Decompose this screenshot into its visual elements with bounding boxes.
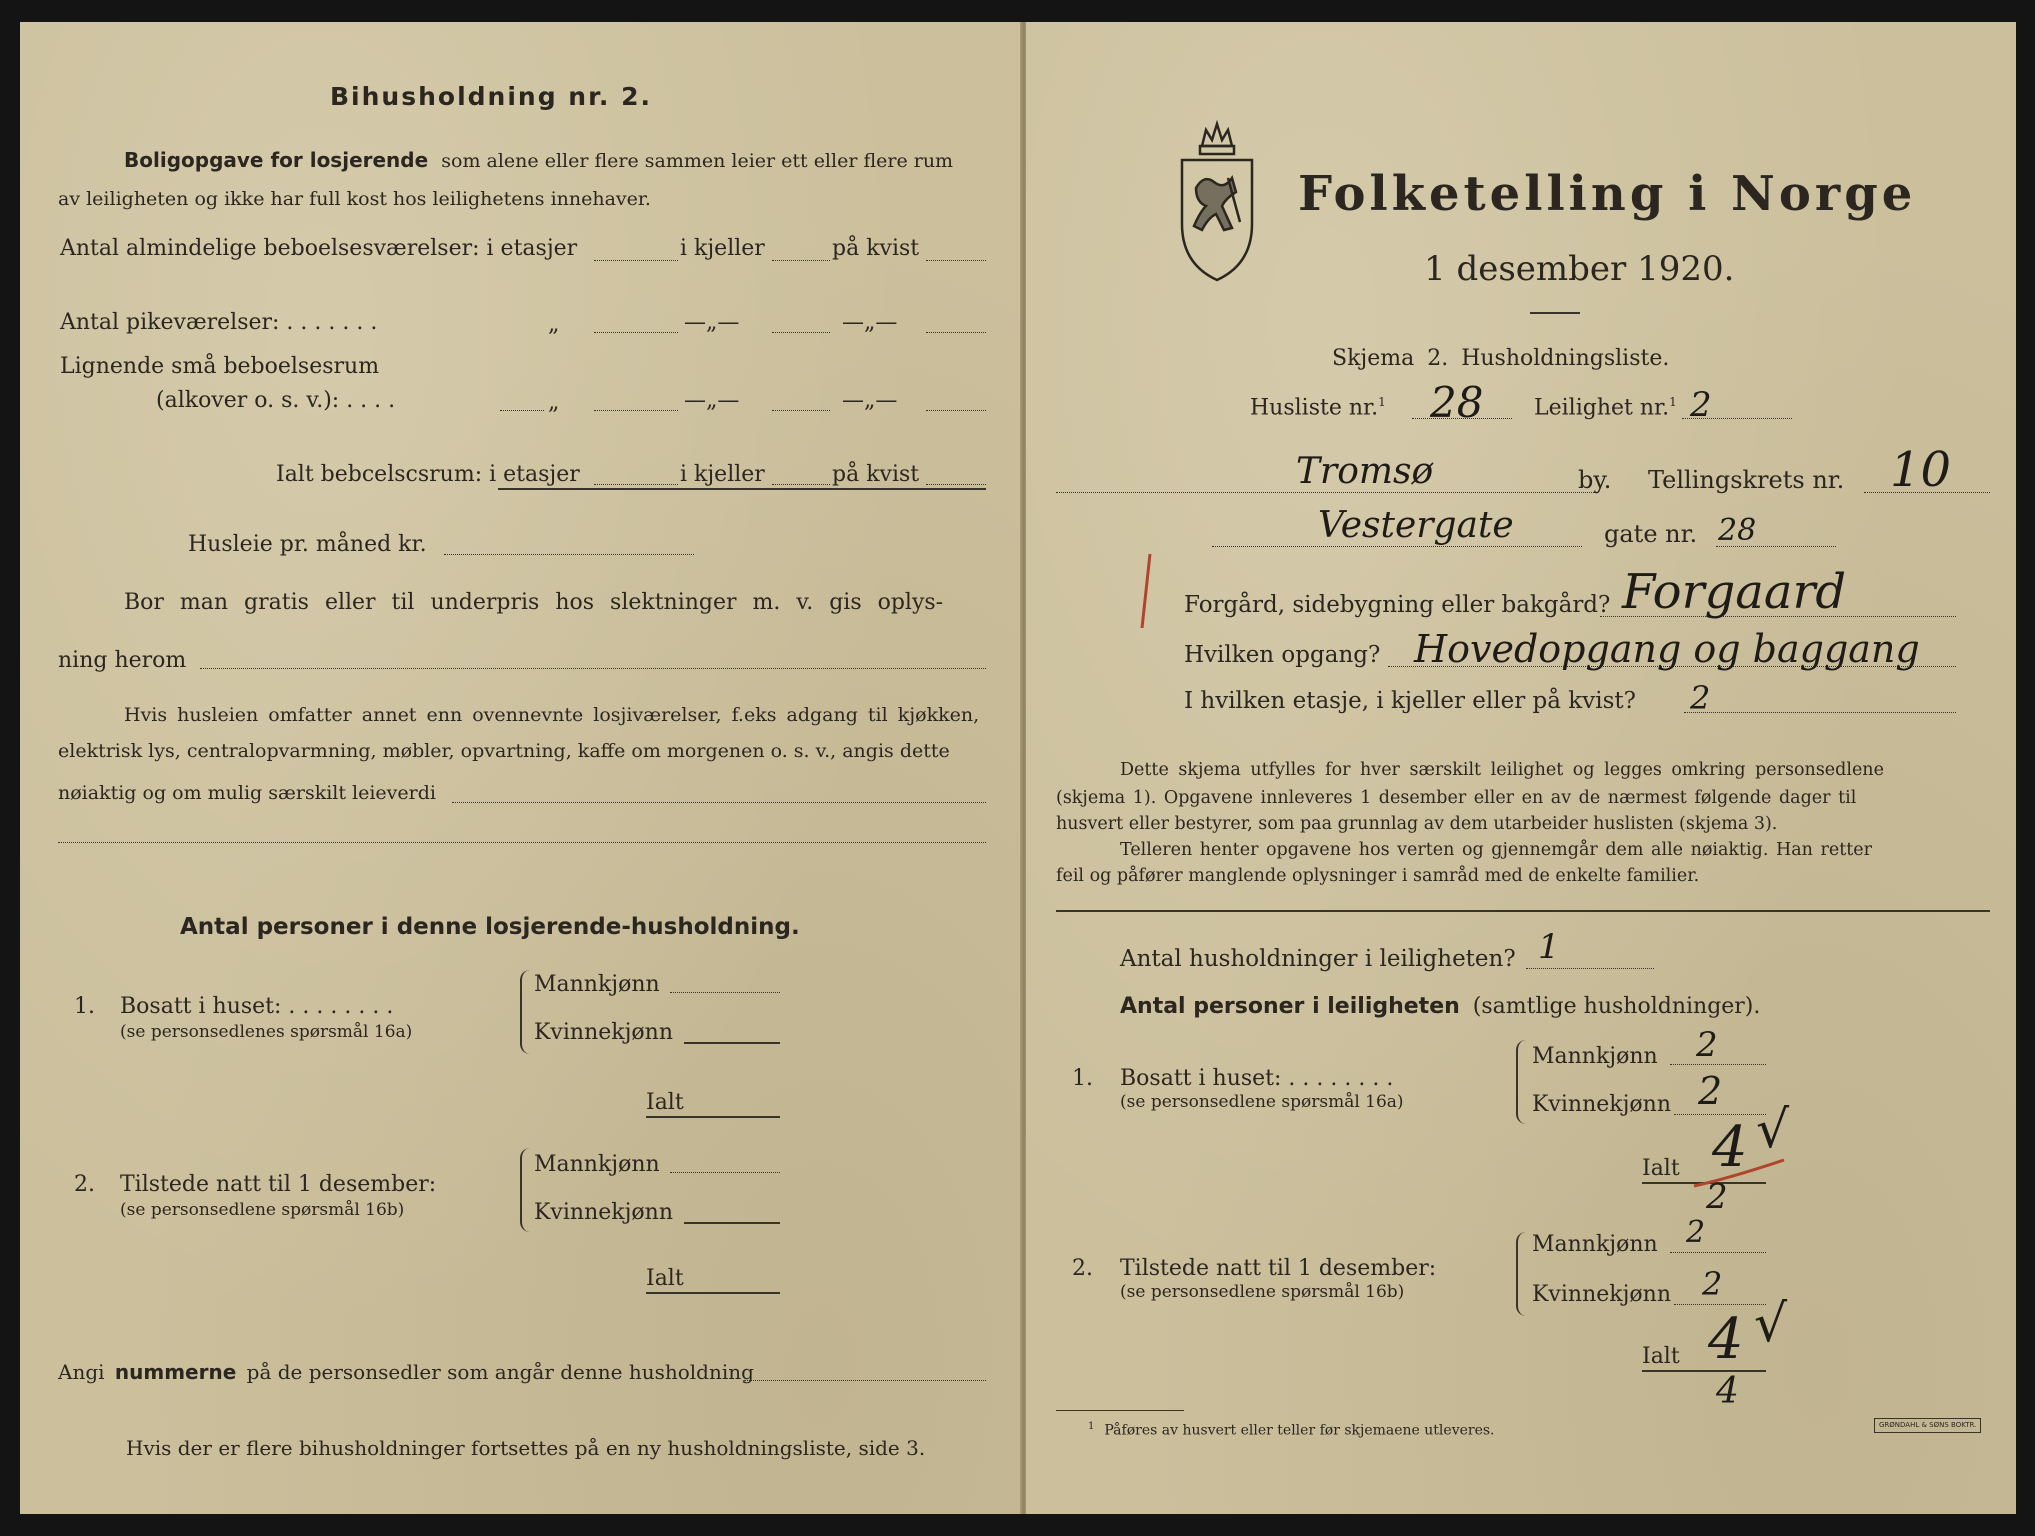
r-q1-male-value[interactable]: 2 <box>1696 1025 1718 1065</box>
husliste-label: Husliste nr.$^1$ <box>1250 395 1386 421</box>
angi-line: Angi nummerne på de personsedler som angår denne husholdning <box>58 1360 754 1384</box>
form-title: Folketelling i Norge <box>1298 166 1917 222</box>
forgard-value[interactable]: Forgaard <box>1622 564 1847 620</box>
city-field[interactable] <box>1056 492 1598 493</box>
q2-male-label: Mannkjønn <box>534 1152 660 1177</box>
total-kvist-field[interactable] <box>926 484 986 485</box>
r-q2-total-value[interactable]: 4 <box>1708 1307 1744 1372</box>
persons-heading-right: Antal personer i leiligheten (samtlige husholdninger). <box>1120 994 1761 1019</box>
etasje-field[interactable] <box>1684 712 1956 713</box>
q1-female-field[interactable] <box>684 1042 780 1044</box>
etasje-label: I hvilken etasje, i kjeller eller på kvist? <box>1184 688 1636 714</box>
street-value[interactable]: Vestergate <box>1318 505 1514 546</box>
krets-value[interactable]: 10 <box>1890 442 1952 498</box>
q1-male-label: Mannkjønn <box>534 972 660 997</box>
small-ditto-2: —„— <box>684 388 740 413</box>
small-rooms-pre-field[interactable] <box>500 410 544 411</box>
instructions-line-4: Telleren henter opgavene hos verten og gjennemgår dem alle nøiaktig. Han retter <box>1120 840 1873 860</box>
q2-female-field[interactable] <box>684 1222 780 1224</box>
r-q2-under-value[interactable]: 4 <box>1716 1371 1739 1412</box>
pike-ditto-3: —„— <box>842 310 898 335</box>
footnote: $^1$ Påføres av husvert eller teller før skjemaene utleveres. <box>1088 1421 1495 1439</box>
r-q2-male-value[interactable]: 2 <box>1686 1215 1706 1250</box>
husliste-value[interactable]: 28 <box>1430 378 1484 427</box>
pike-label: Antal pikeværelser: . . . . . . . <box>60 310 378 335</box>
left-title: Bihusholdning nr. 2. <box>330 82 652 111</box>
forgard-label: Forgård, sidebygning eller bakgård? <box>1184 592 1611 618</box>
q1-total-field[interactable] <box>646 1116 780 1118</box>
pike-etasjer-field[interactable] <box>594 332 678 333</box>
leilighet-value[interactable]: 2 <box>1690 385 1712 425</box>
r-q2-male-field[interactable] <box>1670 1252 1766 1253</box>
r-q2-sub: (se personsedlene spørsmål 16b) <box>1120 1282 1405 1302</box>
households-label: Antal husholdninger i leiligheten? <box>1120 946 1516 972</box>
rooms-label: Antal almindelige beboelsesværelser: i etasjer <box>60 236 578 261</box>
small-kjeller-field[interactable] <box>772 410 830 411</box>
left-footer: Hvis der er flere bihusholdninger fortsettes på en ny husholdningsliste, side 3. <box>126 1436 926 1460</box>
opgang-label: Hvilken opgang? <box>1184 642 1381 668</box>
small-ditto-3: —„— <box>842 388 898 413</box>
persons-heading: Antal personer i denne losjerende-husholdning. <box>180 914 800 940</box>
footnote-separator <box>1056 1410 1184 1411</box>
q1-number: 1. <box>74 994 95 1019</box>
r-q2-female-value[interactable]: 2 <box>1702 1265 1723 1303</box>
q2-female-label: Kvinnekjønn <box>534 1200 673 1225</box>
city-value[interactable]: Tromsø <box>1296 451 1434 492</box>
free-line-1: Bor man gratis eller til underpris hos slektninger m. v. gis oplys- <box>124 590 944 615</box>
angi-field[interactable] <box>744 1380 986 1381</box>
note-field[interactable] <box>452 802 986 803</box>
norwegian-coat-of-arms-icon <box>1174 116 1260 288</box>
rooms-kvist-field[interactable] <box>926 260 986 261</box>
small-ditto-1: „ <box>548 390 560 415</box>
section-separator <box>1056 910 1990 912</box>
free-line-2: ning herom <box>58 648 187 673</box>
r-q2-female-label: Kvinnekjønn <box>1532 1282 1671 1307</box>
total-rooms-underline <box>498 488 986 490</box>
leilighet-label: Leilighet nr.$^1$ <box>1534 395 1677 421</box>
red-margin-mark <box>1136 552 1156 632</box>
r-q1-check[interactable]: √ <box>1756 1100 1790 1160</box>
intro-line-2: av leiligheten og ikke har full kost hos leilighetens innehaver. <box>58 188 651 210</box>
free-field[interactable] <box>200 668 986 669</box>
r-q2-total-field[interactable] <box>1642 1370 1766 1372</box>
pike-kvist-field[interactable] <box>926 332 986 333</box>
etasje-value[interactable]: 2 <box>1690 679 1711 717</box>
street-field[interactable] <box>1212 546 1582 547</box>
note-line-3: nøiaktig og om mulig særskilt leieverdi <box>58 782 436 804</box>
left-page <box>20 22 1022 1514</box>
rooms-kjeller-label: i kjeller <box>680 236 765 261</box>
by-label: by. <box>1578 466 1612 494</box>
opgang-value[interactable]: Hovedopgang og baggang <box>1414 627 1920 671</box>
rooms-kjeller-field[interactable] <box>772 260 830 261</box>
schema-label: Skjema 2. Husholdningsliste. <box>1332 346 1670 371</box>
rooms-kvist-label: på kvist <box>832 236 920 261</box>
r-q1-total-value[interactable]: 4 <box>1712 1115 1748 1180</box>
r-q1-female-value[interactable]: 2 <box>1698 1069 1723 1113</box>
q1-bracket <box>520 970 534 1054</box>
r-q1-sub: (se personsedlene spørsmål 16a) <box>1120 1092 1404 1112</box>
q1-female-label: Kvinnekjønn <box>534 1020 673 1045</box>
q2-total-label: Ialt <box>646 1266 684 1291</box>
q2-label: Tilstede natt til 1 desember: <box>120 1172 437 1197</box>
form-date: 1 desember 1920. <box>1424 249 1735 289</box>
gate-label: gate nr. <box>1604 520 1698 548</box>
q1-label: Bosatt i huset: . . . . . . . . <box>120 994 394 1019</box>
red-pencil-mark <box>1690 1152 1790 1192</box>
r-q1-bracket <box>1516 1040 1530 1124</box>
krets-label: Tellingskrets nr. <box>1648 466 1845 494</box>
q2-total-field[interactable] <box>646 1292 780 1294</box>
pike-kjeller-field[interactable] <box>772 332 830 333</box>
rent-field[interactable] <box>444 554 694 555</box>
small-kvist-field[interactable] <box>926 410 986 411</box>
r-q2-female-field[interactable] <box>1674 1304 1766 1305</box>
r-q1-correction[interactable]: 2 <box>1706 1177 1728 1217</box>
q2-bracket <box>520 1148 534 1232</box>
r-q2-check[interactable]: √ <box>1754 1294 1788 1354</box>
total-kjeller-label: i kjeller <box>680 462 765 487</box>
r-q1-female-label: Kvinnekjønn <box>1532 1092 1671 1117</box>
note-line-2: elektrisk lys, centralopvarmning, møbler, opvartning, kaffe om morgenen o. s. v., angis dette <box>58 740 950 762</box>
r-q1-total-label: Ialt <box>1642 1156 1680 1181</box>
small-rooms-label-2: (alkover o. s. v.): . . . . <box>156 388 396 413</box>
total-kjeller-field[interactable] <box>772 484 830 485</box>
r-q1-male-label: Mannkjønn <box>1532 1044 1658 1069</box>
small-rooms-label-1: Lignende små beboelsesrum <box>60 354 380 379</box>
r-q1-label: Bosatt i huset: . . . . . . . . <box>1120 1066 1394 1091</box>
q1-male-field[interactable] <box>670 992 780 993</box>
intro-line-1: Boligopgave for losjerende som alene eller flere sammen leier ett eller flere rum <box>124 148 954 172</box>
r-q2-male-label: Mannkjønn <box>1532 1232 1658 1257</box>
total-rooms-label: Ialt bebcelscsrum: i etasjer <box>276 462 580 487</box>
pike-ditto-1: „ <box>548 312 560 337</box>
instructions-line-3: husvert eller bestyrer, som paa grunnlag av dem utarbeider huslisten (skjema 3). <box>1056 814 1778 834</box>
r-q1-male-field[interactable] <box>1670 1064 1766 1065</box>
instructions-line-5: feil og påfører manglende oplysninger i samråd med de enkelte familier. <box>1056 866 1700 886</box>
total-etasjer-field[interactable] <box>594 484 678 485</box>
rooms-etasjer-field[interactable] <box>594 260 678 261</box>
small-etasjer-field[interactable] <box>594 410 678 411</box>
q2-male-field[interactable] <box>670 1172 780 1173</box>
q1-total-label: Ialt <box>646 1090 684 1115</box>
rent-label: Husleie pr. måned kr. <box>188 532 427 557</box>
printer-stamp: GRØNDAHL & SØNS BOKTR. <box>1874 1418 1981 1433</box>
gate-value[interactable]: 28 <box>1718 513 1757 548</box>
instructions-line-2: (skjema 1). Opgavene innleveres 1 desember eller en av de nærmest følgende dager til <box>1056 788 1857 808</box>
total-kvist-label: på kvist <box>832 462 920 487</box>
households-field[interactable] <box>1526 968 1654 969</box>
note-field-2[interactable] <box>58 842 986 843</box>
instructions-line-1: Dette skjema utfylles for hver særskilt leilighet og legges omkring personsedlene <box>1120 760 1884 780</box>
q2-sub: (se personsedlene spørsmål 16b) <box>120 1200 405 1220</box>
r-q2-label: Tilstede natt til 1 desember: <box>1120 1256 1437 1281</box>
households-value[interactable]: 1 <box>1538 927 1560 967</box>
r-q2-bracket <box>1516 1232 1530 1316</box>
q2-number: 2. <box>74 1172 95 1197</box>
r-q2-total-label: Ialt <box>1642 1344 1680 1369</box>
pike-ditto-2: —„— <box>684 310 740 335</box>
note-line-1: Hvis husleien omfatter annet enn ovennevnte losjiværelser, f.eks adgang til kjøkken, <box>124 704 980 726</box>
title-separator <box>1530 312 1580 314</box>
r-q2-number: 2. <box>1072 1256 1093 1281</box>
q1-sub: (se personsedlenes spørsmål 16a) <box>120 1022 413 1042</box>
r-q1-number: 1. <box>1072 1066 1093 1091</box>
right-page <box>1026 22 2016 1514</box>
